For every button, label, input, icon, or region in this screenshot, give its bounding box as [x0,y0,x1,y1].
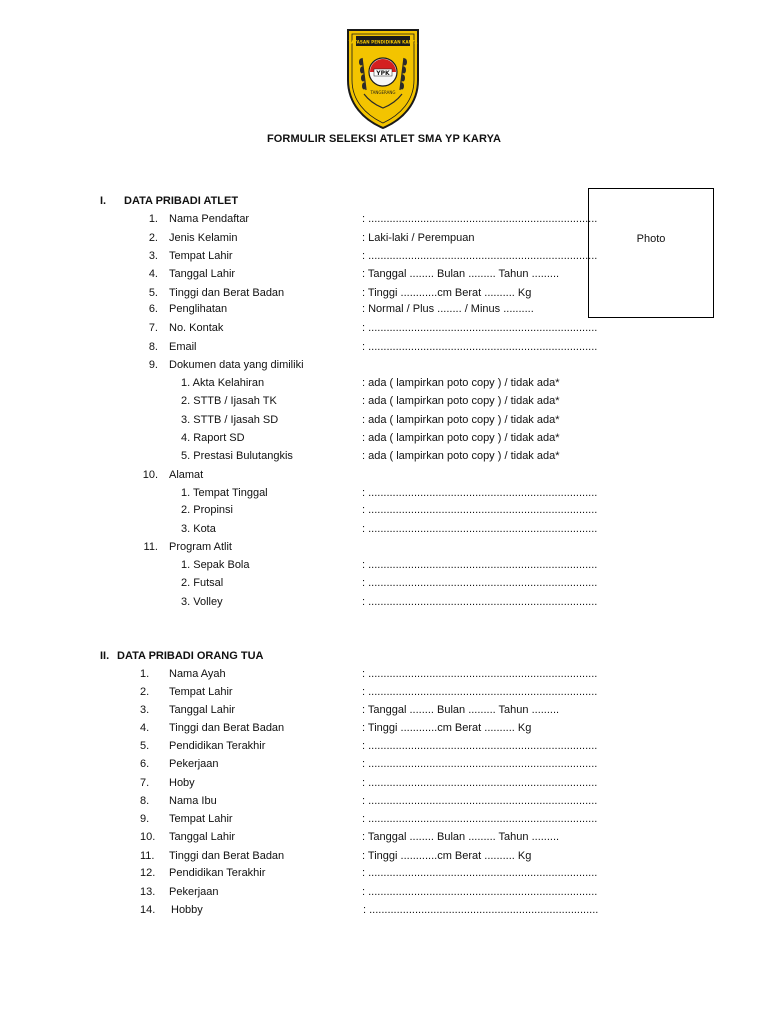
section-1-row-value-field[interactable]: : ........................................................................... [362,322,598,334]
section-1-row-value-field[interactable]: : ........................................................................... [362,487,598,499]
section-1-row [0,469,768,483]
section-1-row-value-field[interactable]: : ........................................................................... [362,523,598,535]
form-title: FORMULIR SELEKSI ATLET SMA YP KARYA [266,133,502,145]
section-2-row-label: Tempat Lahir [169,813,233,825]
section-1-row [0,250,768,264]
section-1-row-label: 2. Futsal [181,577,224,589]
photo-label: Photo [636,233,666,245]
section-2-row-number: 5. [140,740,150,752]
section-2-row-value-field[interactable]: : ........................................................................... [362,795,598,807]
section-2-row-number: 10. [140,831,156,843]
section-2-row-label: Tanggal Lahir [169,704,236,716]
section-1-row-number: 9. [148,359,158,371]
section-2-row-value-field[interactable]: : ........................................................................... [362,777,598,789]
section-1-row-value-field[interactable]: : ada ( lampirkan poto copy ) / tidak ada* [362,450,560,462]
section-1-row-number: 11. [143,541,158,553]
section-2-row-value-field[interactable]: : ........................................................................... [363,904,599,916]
section-2-row-value-field[interactable]: : Tanggal ........ Bulan ......... Tahun ......... [362,831,560,843]
section-2-row-number: 2. [140,686,150,698]
section-1-row-value-field[interactable]: : ada ( lampirkan poto copy ) / tidak ada* [362,395,560,407]
ypk-logo-icon [344,28,422,130]
section-1-row-label: No. Kontak [169,322,224,334]
section-1-row-label: 3. Volley [181,596,223,608]
section-1-row-label: Dokumen data yang dimiliki [169,359,304,371]
section-2-row-label: Hobby [171,904,203,916]
section-2-row-value-field[interactable]: : ........................................................................... [362,813,598,825]
logo-top-text: YAYASAN PENDIDIKAN KARYA [348,39,418,45]
section-1-row-number: 3. [148,250,158,262]
section-2-row [0,813,768,827]
section-1-row-number: 7. [148,322,158,334]
section-1-row [0,559,768,573]
section-1-row [0,213,768,227]
section-2-row-label: Tempat Lahir [169,686,233,698]
section-2-row-label: Nama Ibu [169,795,217,807]
section-1-row-value-field[interactable]: : ada ( lampirkan poto copy ) / tidak ada* [362,432,560,444]
section-2-row [0,740,768,754]
section-2-row-label: Tanggal Lahir [169,831,236,843]
section-1-row [0,377,768,391]
section-1-row [0,450,768,464]
section-2-row [0,722,768,736]
section-2-row-number: 7. [140,777,150,789]
section-2-row-value-field[interactable]: : ........................................................................... [362,686,598,698]
section-1-row-label: Tanggal Lahir [169,268,236,280]
section-1-row [0,287,768,301]
section-1-row-label: 4. Raport SD [181,432,245,444]
section-2-row-value-field[interactable]: : Tinggi ............cm Berat .......... Kg [362,722,532,734]
section-1-row-label: Jenis Kelamin [169,232,238,244]
section-2-row-value-field[interactable]: : ........................................................................... [362,758,598,770]
section-2-row-number: 6. [140,758,150,770]
section-1-row [0,303,768,317]
section-2-row-label: Pekerjaan [169,886,219,898]
section-2-row [0,867,768,881]
section-2-row [0,795,768,809]
section-1-row [0,487,768,501]
section-2-title: DATA PRIBADI ORANG TUA [117,650,264,662]
section-2-row-label: Pendidikan Terakhir [169,740,266,752]
section-2-row-label: Pekerjaan [169,758,219,770]
section-2-row-number: 11. [140,850,155,862]
section-1-row-label: 1. Sepak Bola [181,559,250,571]
section-2-row-number: 4. [140,722,150,734]
section-2-row-label: Pendidikan Terakhir [169,867,266,879]
section-1-row [0,232,768,246]
section-1-row [0,577,768,591]
section-2-row-number: 13. [140,886,156,898]
section-2-row [0,704,768,718]
section-1-row [0,268,768,282]
section-2-row-number: 14. [140,904,156,916]
section-2-row [0,850,768,864]
section-1-row-label: 1. Tempat Tinggal [181,487,268,499]
section-1-row-label: Tinggi dan Berat Badan [169,287,285,299]
section-1-row-value-field[interactable]: : ........................................................................... [362,504,598,516]
section-2-number: II. [100,650,110,662]
section-1-row [0,414,768,428]
section-2-row-value-field[interactable]: : ........................................................................... [362,740,598,752]
section-1-row [0,322,768,336]
section-1-row-number: 10. [142,469,158,481]
section-2-row-label: Tinggi dan Berat Badan [169,850,285,862]
section-1-row-label: 2. STTB / Ijasah TK [181,395,277,407]
section-2-row-value-field[interactable]: : ........................................................................... [362,886,598,898]
section-1-row-label: 2. Propinsi [181,504,233,516]
section-1-row-number: 8. [148,341,158,353]
section-1-title: DATA PRIBADI ATLET [124,195,239,207]
section-1-row-label: 3. Kota [181,523,216,535]
section-2-row-label: Tinggi dan Berat Badan [169,722,285,734]
section-2-row [0,777,768,791]
section-1-row-number: 4. [148,268,158,280]
section-2-row [0,686,768,700]
section-1-row-label: Program Atlit [169,541,232,553]
section-1-row [0,395,768,409]
section-1-row-label: Alamat [169,469,204,481]
section-2-row [0,668,768,682]
section-1-row-value-field[interactable]: : Laki-laki / Perempuan [362,232,475,244]
section-1-row-value-field[interactable]: : Tanggal ........ Bulan ......... Tahun ......... [362,268,560,280]
section-1-row-value-field[interactable]: : ........................................................................... [362,250,598,262]
logo-bottom-text: TANGERANG [370,90,396,95]
section-1-row-label: 3. STTB / Ijasah SD [181,414,279,426]
section-1-row [0,504,768,518]
section-2-row [0,886,768,900]
section-2-row [0,831,768,845]
section-1-row-value-field[interactable]: : ........................................................................... [362,341,598,353]
section-1-row [0,432,768,446]
section-1-row-label: Nama Pendaftar [169,213,250,225]
section-1-row-label: 5. Prestasi Bulutangkis [181,450,293,462]
section-2-row-number: 9. [140,813,150,825]
section-2-row-value-field[interactable]: : Tinggi ............cm Berat .......... Kg [362,850,532,862]
section-1-row-value-field[interactable]: : Normal / Plus ........ / Minus .......... [362,303,534,315]
section-2-row-label: Nama Ayah [169,668,226,680]
section-2-row-value-field[interactable]: : ........................................................................... [362,867,598,879]
section-1-number: I. [100,195,107,207]
section-2-row [0,758,768,772]
section-2-row-value-field[interactable]: : Tanggal ........ Bulan ......... Tahun ......... [362,704,560,716]
section-1-row-number: 2. [148,232,158,244]
section-2-row-label: Hoby [169,777,195,789]
section-1-row-label: 1. Akta Kelahiran [181,377,265,389]
section-1-row-value-field[interactable]: : ada ( lampirkan poto copy ) / tidak ada* [362,414,560,426]
section-1-row [0,341,768,355]
section-1-row-number: 5. [148,287,158,299]
section-2-row-number: 3. [140,704,150,716]
section-1-row-value-field[interactable]: : ........................................................................... [362,577,598,589]
section-2-row-number: 12. [140,867,156,879]
section-1-row [0,523,768,537]
section-1-row-label: Tempat Lahir [169,250,233,262]
section-1-row-value-field[interactable]: : ........................................................................... [362,596,598,608]
section-1-row [0,541,768,555]
section-1-row-label: Penglihatan [169,303,228,315]
section-1-row [0,596,768,610]
section-2-row-value-field[interactable]: : ........................................................................... [362,668,598,680]
section-1-row-label: Email [169,341,197,353]
section-1-row-number: 1. [148,213,158,225]
section-1-row-value-field[interactable]: : ada ( lampirkan poto copy ) / tidak ada* [362,377,560,389]
section-1-row [0,359,768,373]
logo-center-text: YPK [376,70,390,77]
section-1-row-value-field[interactable]: : ........................................................................... [362,559,598,571]
section-2-row-number: 8. [140,795,150,807]
section-2-row [0,904,768,918]
section-1-row-number: 6. [148,303,158,315]
section-1-row-value-field[interactable]: : Tinggi ............cm Berat .......... Kg [362,287,532,299]
section-2-row-number: 1. [140,668,150,680]
section-1-row-value-field[interactable]: : ........................................................................... [362,213,598,225]
